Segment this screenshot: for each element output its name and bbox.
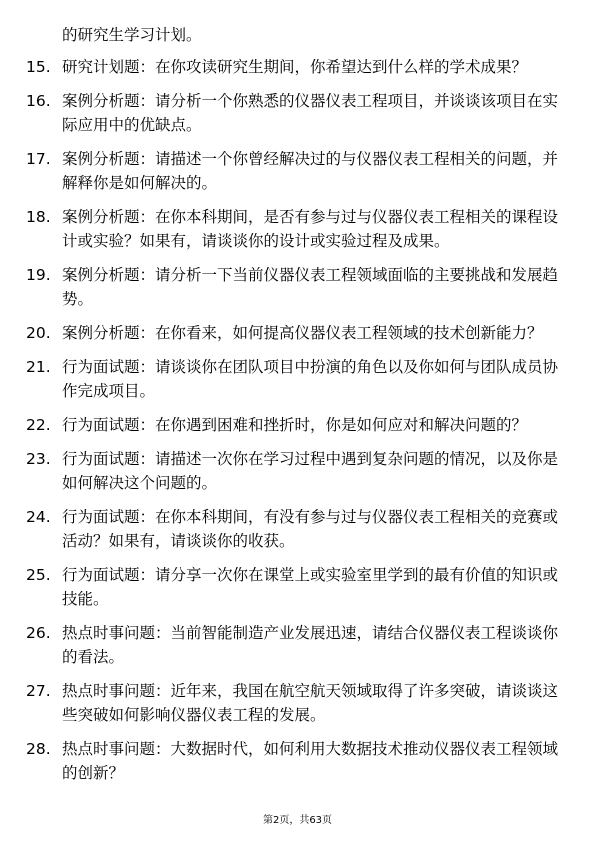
question-text: 案例分析题：请分析一下当前仪器仪表工程领域面临的主要挑战和发展趋势。	[62, 266, 559, 308]
question-number: 22.	[26, 416, 51, 434]
question-number: 27.	[26, 682, 51, 700]
question-item	[0, 89, 595, 137]
question-text: 热点时事问题：大数据时代，如何利用大数据技术推动仪器仪表工程领域的创新？	[62, 740, 559, 782]
question-item	[0, 147, 595, 195]
question-text: 行为面试题：在你遇到困难和挫折时，你是如何应对和解决问题的？	[62, 416, 528, 434]
question-item	[0, 263, 595, 311]
question-number: 15.	[26, 58, 51, 76]
question-text: 研究计划题：在你攻读研究生期间，你希望达到什么样的学术成果？	[62, 58, 528, 76]
question-item	[0, 447, 595, 495]
question-text: 热点时事问题：近年来，我国在航空航天领域取得了许多突破，请谈谈这些突破如何影响仪器仪表工程的发展。	[62, 682, 559, 724]
question-text: 案例分析题：在你看来，如何提高仪器仪表工程领域的技术创新能力？	[62, 324, 543, 342]
question-number: 23.	[26, 450, 51, 468]
question-text: 行为面试题：请描述一次你在学习过程中遇到复杂问题的情况，以及你是如何解决这个问题的。	[62, 450, 559, 492]
question-text: 行为面试题：在你本科期间，有没有参与过与仪器仪表工程相关的竞赛或活动？如果有，请谈谈你的收获。	[62, 508, 559, 550]
question-item	[0, 205, 595, 253]
question-number: 28.	[26, 740, 51, 758]
question-text: 案例分析题：请分析一个你熟悉的仪器仪表工程项目，并谈谈该项目在实际应用中的优缺点。	[62, 92, 559, 134]
question-item	[0, 563, 595, 611]
question-item	[0, 737, 595, 785]
question-text: 案例分析题：在你本科期间，是否有参与过与仪器仪表工程相关的课程设计或实验？如果有，请谈谈你的设计或实验过程及成果。	[62, 208, 559, 250]
question-text: 行为面试题：请分享一次你在课堂上或实验室里学到的最有价值的知识或技能。	[62, 566, 559, 608]
question-item	[0, 621, 595, 669]
question-item	[0, 355, 595, 403]
question-number: 21.	[26, 358, 51, 376]
question-item	[0, 321, 595, 345]
question-number: 19.	[26, 266, 51, 284]
question-number: 20.	[26, 324, 51, 342]
question-number: 24.	[26, 508, 51, 526]
question-number: 26.	[26, 624, 51, 642]
page-footer: 第2页，共63页	[262, 815, 333, 826]
question-item	[0, 55, 595, 79]
question-text: 热点时事问题：当前智能制造产业发展迅速，请结合仪器仪表工程谈谈你的看法。	[62, 624, 559, 666]
question-number: 25.	[26, 566, 51, 584]
question-list	[0, 55, 595, 795]
question-item	[0, 413, 595, 437]
continuation-text: 的研究生学习计划。	[62, 26, 202, 44]
question-number: 17.	[26, 150, 51, 168]
question-item	[0, 505, 595, 553]
question-item	[0, 679, 595, 727]
question-text: 案例分析题：请描述一个你曾经解决过的与仪器仪表工程相关的问题，并解释你是如何解决的。	[62, 150, 559, 192]
question-number: 18.	[26, 208, 51, 226]
question-number: 16.	[26, 92, 51, 110]
question-text: 行为面试题：请谈谈你在团队项目中扮演的角色以及你如何与团队成员协作完成项目。	[62, 358, 559, 400]
